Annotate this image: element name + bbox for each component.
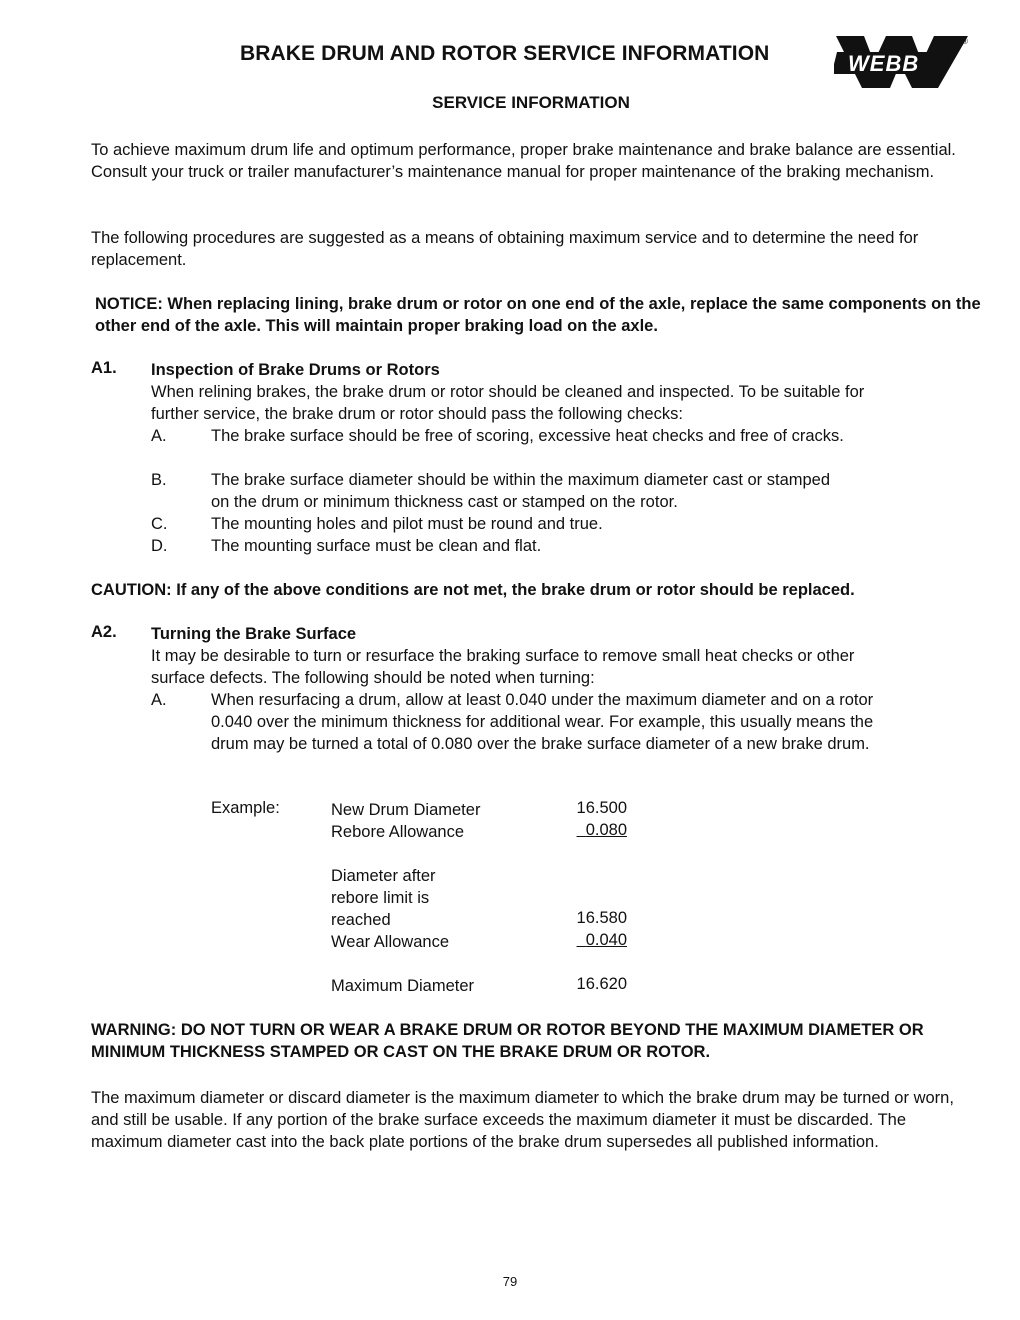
intro-paragraph-2: The following procedures are suggested as a means of obtaining maximum service and to determine the need for replacement. [91, 229, 919, 269]
notice-text [91, 293, 985, 337]
section-a2-heading: Turning the Brake Surface [151, 625, 357, 643]
logo-text: WEBB [848, 51, 920, 76]
section-a1-number: A1. [91, 359, 117, 377]
a2-item-letter: A. [151, 691, 167, 709]
example-row-label: Rebore Allowance [331, 823, 464, 841]
caution-text: CAUTION: If any of the above conditions are not met, the brake drum or rotor should be replaced. [91, 581, 855, 599]
a1-item-letter: A. [151, 427, 167, 445]
a1-item-text: The mounting surface must be clean and flat. [211, 537, 542, 555]
registered-mark: ® [962, 37, 968, 46]
a1-item-text: The brake surface diameter should be within the maximum diameter cast or stamped on the drum or minimum thickness cast or stamped on the rotor. [211, 471, 831, 511]
closing-paragraph: The maximum diameter or discard diameter is the maximum diameter to which the brake drum may be turned or worn, and still be usable. If any portion of the brake surface exceeds the maximum diameter it must be discarded. The maximum diameter cast into the back plate portions of the brake drum supersedes all published information. [91, 1089, 954, 1151]
section-a1-body: When relining brakes, the brake drum or rotor should be cleaned and inspected. To be suitable for further service, the brake drum or rotor should pass the following checks: [151, 383, 865, 423]
page-title: BRAKE DRUM AND ROTOR SERVICE INFORMATION [240, 42, 770, 65]
warning-text: WARNING: DO NOT TURN OR WEAR A BRAKE DRUM OR ROTOR BEYOND THE MAXIMUM DIAMETER OR MINIMUM THICKNESS STAMPED OR CAST ON THE BRAKE DRUM OR ROTOR. [91, 1021, 924, 1061]
a1-item-letter: C. [151, 515, 168, 533]
example-row-label: Diameter after rebore limit is reached [331, 867, 436, 929]
a2-item-text: When resurfacing a drum, allow at least 0.040 under the maximum diameter and on a rotor 0.040 over the minimum thickness for additional wear. For example, this usually means the drum may be turned a total of 0.080 over the brake surface diameter of a new brake drum. [211, 691, 874, 753]
a1-item-letter: D. [151, 537, 168, 555]
section-subtitle: SERVICE INFORMATION [432, 93, 630, 112]
notice-content: NOTICE: When replacing lining, brake drum or rotor on one end of the axle, replace the same components on the other end of the axle. This will maintain proper braking load on the axle. [95, 295, 981, 335]
example-row-label: Wear Allowance [331, 933, 450, 951]
a1-item-text: The brake surface should be free of scoring, excessive heat checks and free of cracks. [211, 427, 844, 445]
example-row-label: Maximum Diameter [331, 977, 475, 995]
section-a1-heading: Inspection of Brake Drums or Rotors [151, 361, 440, 379]
example-row-value: 0.080 [585, 821, 627, 839]
example-row-label: New Drum Diameter [331, 801, 481, 819]
intro-paragraph-1: To achieve maximum drum life and optimum performance, proper brake maintenance and brake balance are essential. Consult your truck or trailer manufacturer’s maintenance manual for proper maintenance of the braking mechanism. [91, 141, 956, 181]
page-number: 79 [502, 1274, 518, 1289]
section-a2-number: A2. [91, 623, 117, 641]
example-row-value: 0.040 [585, 931, 627, 949]
example-row-value: 16.580 [576, 909, 627, 927]
section-a2-body: It may be desirable to turn or resurface the braking surface to remove small heat checks or other surface defects. The following should be noted when turning: [151, 647, 855, 687]
a1-item-letter: B. [151, 471, 167, 489]
example-label: Example: [211, 799, 280, 817]
example-row-value: 16.500 [576, 799, 627, 817]
example-row-value: 16.620 [576, 975, 627, 993]
webb-logo [834, 32, 974, 90]
a1-item-text: The mounting holes and pilot must be round and true. [211, 515, 603, 533]
